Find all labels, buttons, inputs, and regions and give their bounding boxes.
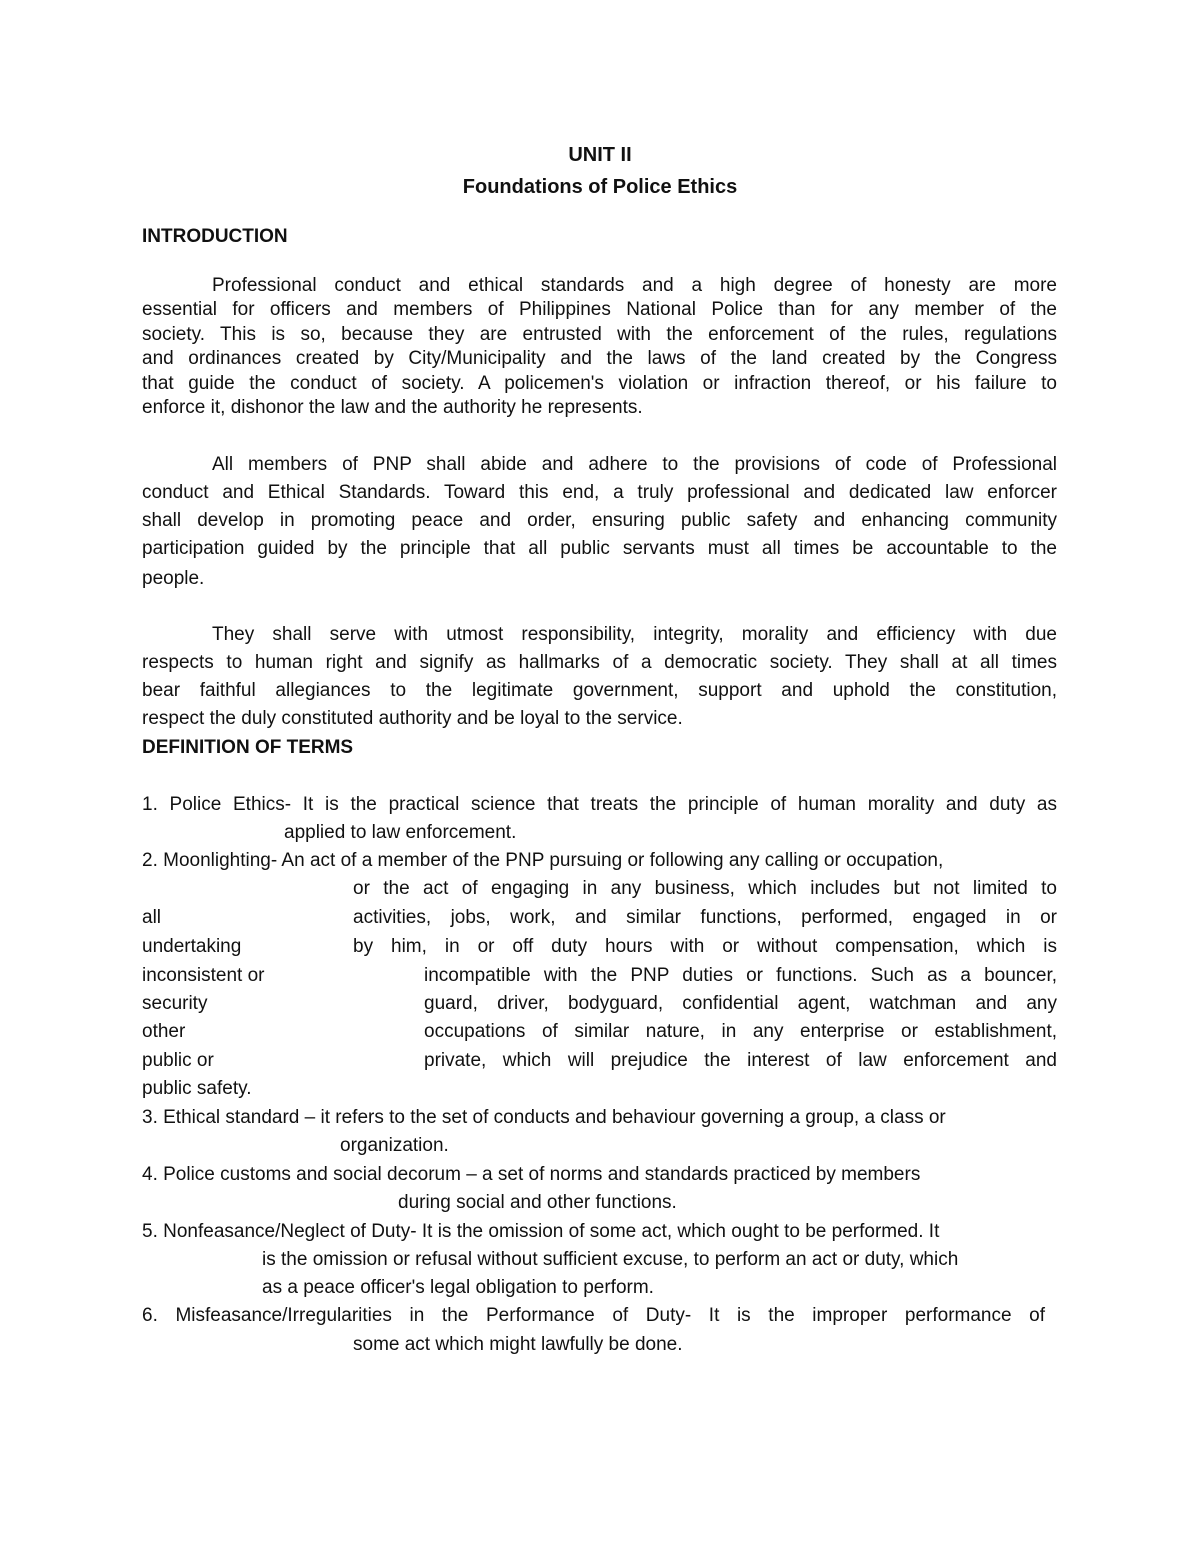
intro-p2-line: people. [142,568,205,589]
definition-wrap-label: security [142,993,208,1014]
intro-p2-line: conduct and Ethical Standards. Toward this end, a truly professional and dedicated law enforcer [142,482,1057,503]
definition-continuation: during social and other functions. [398,1192,677,1213]
definition-wrap-label: all [142,907,162,928]
definition-wrap-label: inconsistent or [142,965,265,986]
definition-item: 1. Police Ethics- It is the practical science that treats the principle of human morality and duty as [142,794,1057,815]
definition-continuation: public safety. [142,1078,252,1099]
definition-wrap-text: private, which will prejudice the interest of law enforcement and [424,1050,1057,1071]
intro-p1-line: Professional conduct and ethical standards and a high degree of honesty are more [212,275,1057,296]
definition-continuation: organization. [340,1135,449,1156]
definition-continuation: is the omission or refusal without sufficient excuse, to perform an act or duty, which [262,1249,959,1270]
intro-p1-line: that guide the conduct of society. A policemen's violation or infraction thereof, or his failure to [142,373,1057,394]
intro-p3-line: respects to human right and signify as hallmarks of a democratic society. They shall at all times [142,652,1057,673]
definition-continuation: some act which might lawfully be done. [353,1334,683,1355]
unit-label: UNIT II [568,144,632,166]
intro-p2-line: participation guided by the principle that all public servants must all times be accountable to the [142,538,1057,559]
definition-wrap-text: guard, driver, bodyguard, confidential agent, watchman and any [424,993,1057,1014]
definition-wrap-label: other [142,1021,186,1042]
definition-item: 6. Misfeasance/Irregularities in the Performance of Duty- It is the improper performance of [142,1305,1045,1326]
definition-wrap-label: undertaking [142,936,242,957]
intro-p1-line: essential for officers and members of Philippines National Police than for any member of the [142,299,1057,320]
intro-p2-line: shall develop in promoting peace and order, ensuring public safety and enhancing community [142,510,1057,531]
intro-p1-line: society. This is so, because they are entrusted with the enforcement of the rules, regulations [142,324,1057,345]
definition-item: 3. Ethical standard – it refers to the set of conducts and behaviour governing a group, a class or [142,1107,946,1128]
definition-wrap-label: public or [142,1050,214,1071]
definition-wrap-text: occupations of similar nature, in any enterprise or establishment, [424,1021,1057,1042]
intro-p3-line: respect the duly constituted authority and be loyal to the service. [142,708,683,729]
definition-item: 2. Moonlighting- An act of a member of the PNP pursuing or following any calling or occupation, [142,850,944,871]
definition-wrap-text: activities, jobs, work, and similar functions, performed, engaged in or [353,907,1057,928]
intro-p1-line: enforce it, dishonor the law and the authority he represents. [142,397,643,418]
definition-continuation: as a peace officer's legal obligation to perform. [262,1277,654,1298]
intro-p3-line: They shall serve with utmost responsibility, integrity, morality and efficiency with due [212,624,1057,645]
definition-continuation: or the act of engaging in any business, which includes but not limited to [353,878,1057,899]
introduction-heading: INTRODUCTION [142,226,288,247]
intro-p2-line: All members of PNP shall abide and adhere to the provisions of code of Professional [212,454,1057,475]
page-title: Foundations of Police Ethics [462,176,738,198]
definitions-heading: DEFINITION OF TERMS [142,737,354,758]
intro-p1-line: and ordinances created by City/Municipality and the laws of the land created by the Congress [142,348,1057,369]
intro-p3-line: bear faithful allegiances to the legitimate government, support and uphold the constitution, [142,680,1057,701]
definition-continuation: applied to law enforcement. [284,822,517,843]
definition-item: 5. Nonfeasance/Neglect of Duty- It is the omission of some act, which ought to be performed. It [142,1221,940,1242]
definition-wrap-text: by him, in or off duty hours with or without compensation, which is [353,936,1057,957]
definition-item: 4. Police customs and social decorum – a set of norms and standards practiced by members [142,1164,921,1185]
definition-wrap-text: incompatible with the PNP duties or functions. Such as a bouncer, [424,965,1057,986]
